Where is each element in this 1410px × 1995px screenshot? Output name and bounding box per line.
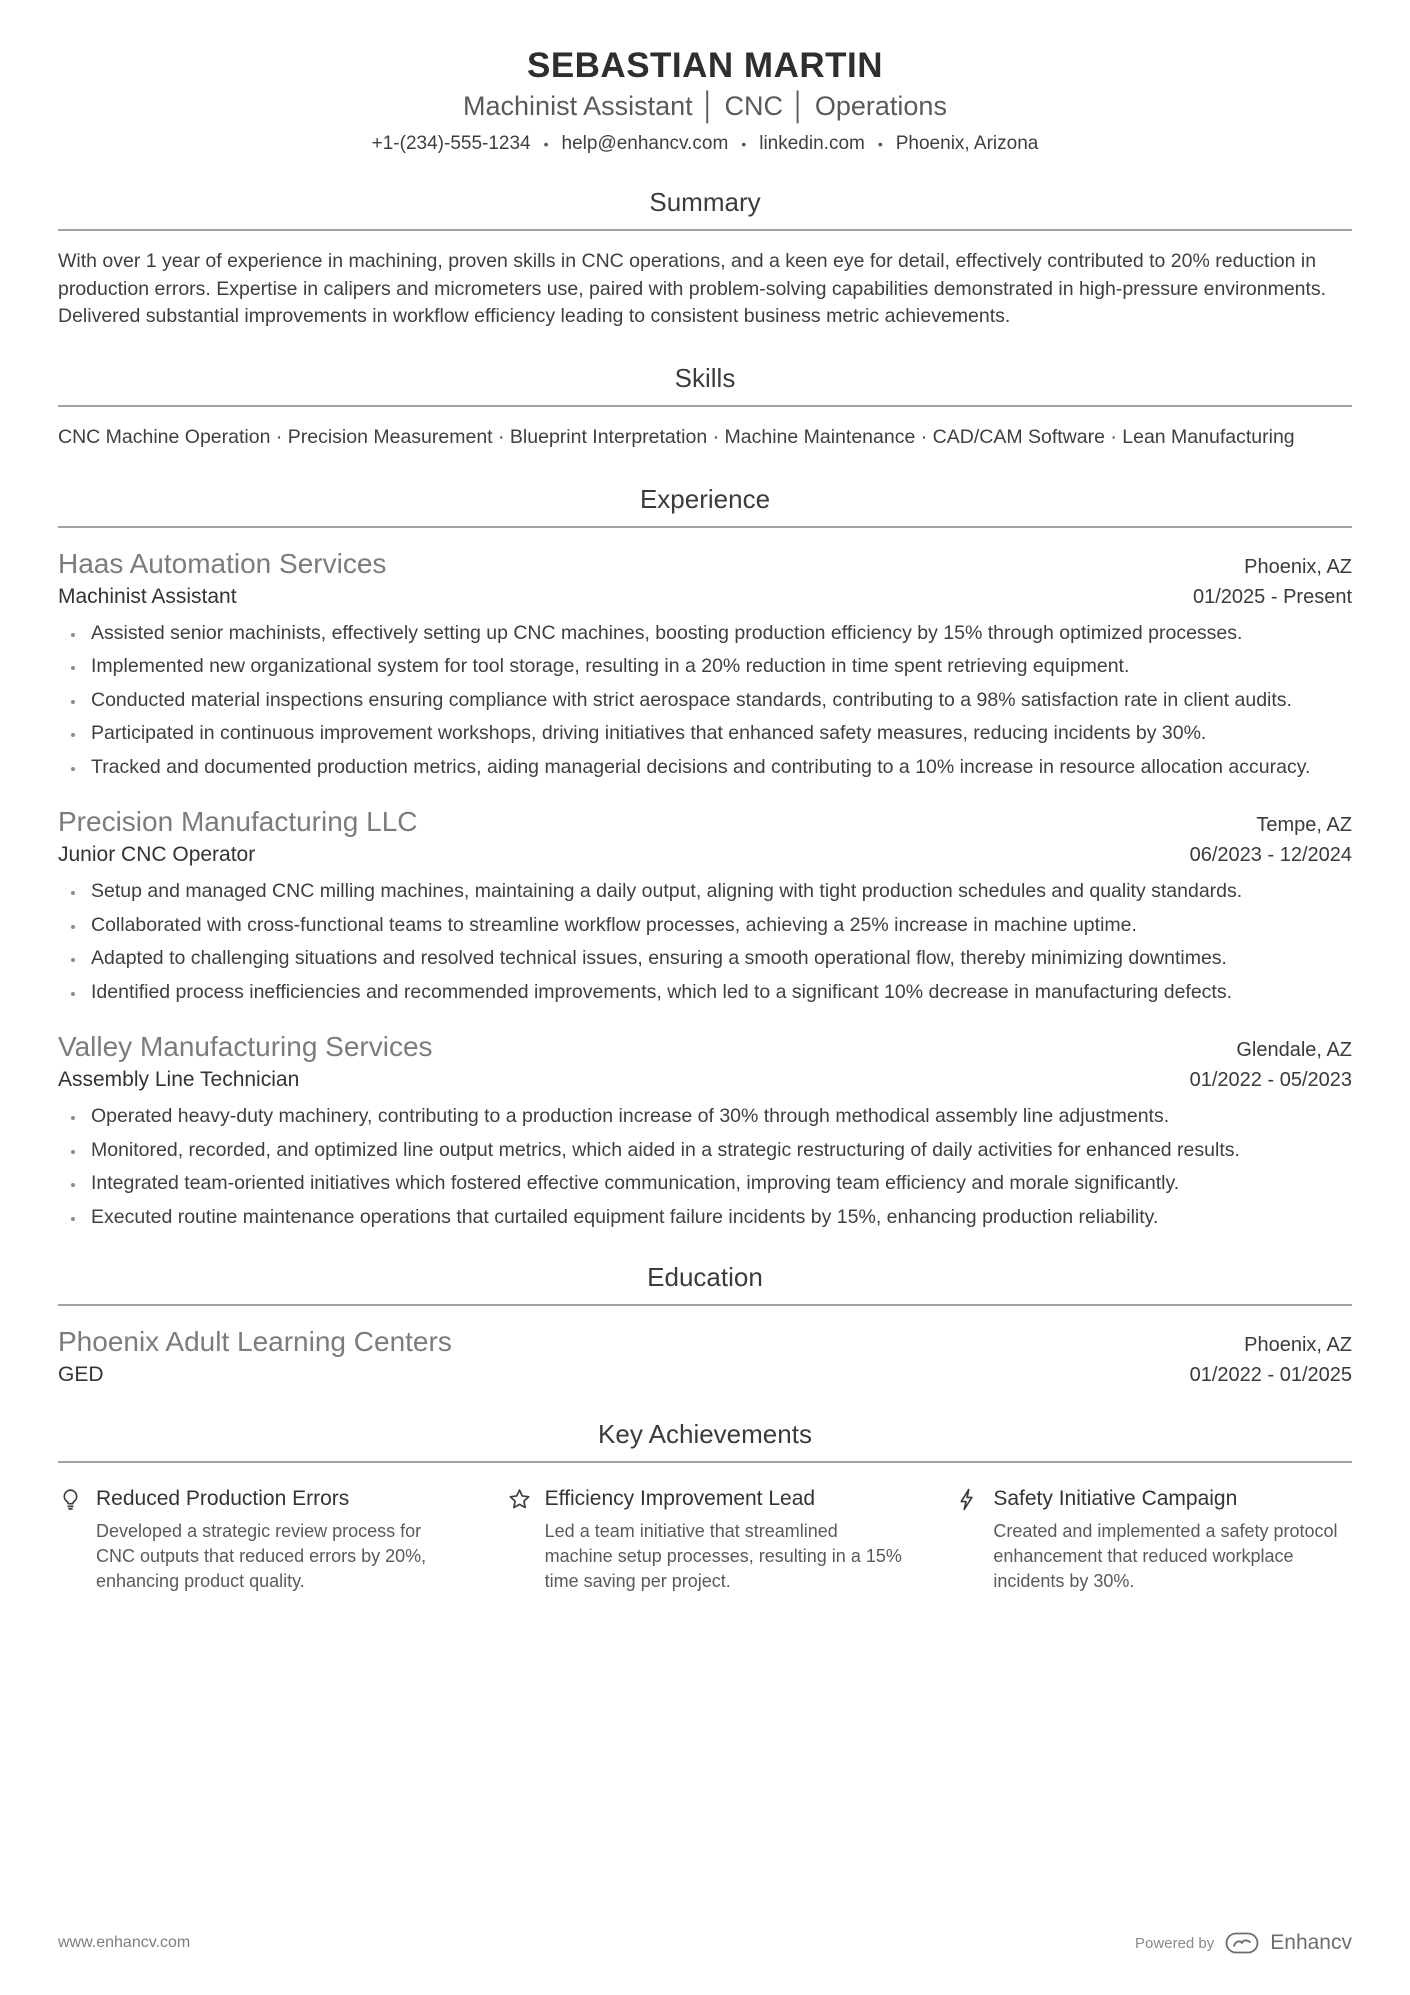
entry-subheader-row bbox=[58, 585, 1352, 609]
achievements-heading: Key Achievements bbox=[58, 1419, 1352, 1463]
job-dates: 06/2023 - 12/2024 bbox=[1189, 844, 1352, 867]
achievement-item bbox=[58, 1485, 455, 1593]
job-bullet: • Adapted to challenging situations and resolved technical issues, ensuring a smooth operational flow, thereby minimizing downtimes. bbox=[86, 945, 1352, 972]
job-bullet: • Integrated team-oriented initiatives which fostered effective communication, improving team efficiency and morale significantly. bbox=[86, 1170, 1352, 1197]
entry-header-row bbox=[58, 1326, 1352, 1358]
company-location: Glendale, AZ bbox=[1236, 1039, 1352, 1062]
lightning-icon bbox=[955, 1487, 980, 1512]
contact-separator: • bbox=[877, 136, 883, 152]
experience-entry bbox=[58, 548, 1352, 781]
achievement-description: Led a team initiative that streamlined machine setup processes, resulting in a 15% time saving per project. bbox=[544, 1521, 902, 1592]
section-achievements bbox=[58, 1419, 1352, 1593]
entry-header-row bbox=[58, 548, 1352, 580]
job-bullet: • Identified process inefficiencies and recommended improvements, which led to a significant 10% decrease in manufacturing defects. bbox=[86, 979, 1352, 1006]
experience-entry bbox=[58, 1031, 1352, 1230]
company-name: Valley Manufacturing Services bbox=[58, 1031, 433, 1063]
contact-phone: +1-(234)-555-1234 bbox=[371, 133, 531, 154]
experience-entry bbox=[58, 806, 1352, 1005]
section-education bbox=[58, 1262, 1352, 1387]
enhancv-brand-name: Enhancv bbox=[1270, 1931, 1352, 1954]
entry-header-row bbox=[58, 806, 1352, 838]
job-bullet: • Monitored, recorded, and optimized line output metrics, which aided in a strategic restructuring of daily activities for enhanced results. bbox=[86, 1137, 1352, 1164]
achievement-title: Reduced Production Errors bbox=[96, 1487, 350, 1511]
skills-heading: Skills bbox=[58, 363, 1352, 407]
job-role: Machinist Assistant bbox=[58, 584, 237, 608]
section-skills bbox=[58, 363, 1352, 452]
achievement-description: Developed a strategic review process for CNC outputs that reduced errors by 20%, enhancing product quality. bbox=[96, 1521, 427, 1592]
contact-email: help@enhancv.com bbox=[561, 133, 729, 154]
job-bullet: • Assisted senior machinists, effectively setting up CNC machines, boosting production efficiency by 15% through optimized processes. bbox=[86, 620, 1352, 647]
job-bullet: • Setup and managed CNC milling machines, maintaining a daily output, aligning with tight production schedules and quality standards. bbox=[86, 878, 1352, 905]
job-bullet: • Collaborated with cross-functional teams to streamline workflow processes, achieving a 25% increase in machine uptime. bbox=[86, 912, 1352, 939]
star-icon bbox=[507, 1487, 532, 1512]
job-bullet: • Executed routine maintenance operations that curtailed equipment failure incidents by 15%, enhancing production reliability. bbox=[86, 1204, 1352, 1231]
contact-row bbox=[58, 133, 1352, 155]
job-dates: 01/2022 - 05/2023 bbox=[1189, 1069, 1352, 1092]
education-entry bbox=[58, 1326, 1352, 1387]
school-name: Phoenix Adult Learning Centers bbox=[58, 1326, 452, 1358]
entry-subheader-row bbox=[58, 1068, 1352, 1092]
achievement-description: Created and implemented a safety protocol enhancement that reduced workplace incidents by 30%. bbox=[993, 1521, 1338, 1592]
resume-header bbox=[58, 46, 1352, 155]
contact-separator: • bbox=[741, 136, 747, 152]
job-role: Junior CNC Operator bbox=[58, 843, 256, 867]
footer-branding bbox=[1135, 1931, 1352, 1955]
job-bullet: • Conducted material inspections ensuring compliance with strict aerospace standards, contributing to a 98% satisfaction rate in client audits. bbox=[86, 687, 1352, 714]
job-bullet: • Operated heavy-duty machinery, contributing to a production increase of 30% through methodical assembly line adjustments. bbox=[86, 1103, 1352, 1130]
powered-by-label: Powered by bbox=[1135, 1934, 1215, 1952]
lightbulb-icon bbox=[58, 1487, 83, 1512]
job-bullet: • Tracked and documented production metrics, aiding managerial decisions and contributing to a 10% increase in resource allocation accuracy. bbox=[86, 754, 1352, 781]
achievements-grid bbox=[58, 1485, 1352, 1593]
achievement-item bbox=[955, 1485, 1352, 1593]
skills-list: CNC Machine Operation · Precision Measurement · Blueprint Interpretation · Machine Maintenance · CAD/CAM Software · Lean Manufacturing bbox=[58, 426, 1295, 449]
entry-subheader-row bbox=[58, 843, 1352, 867]
experience-heading: Experience bbox=[58, 484, 1352, 528]
enhancv-logo-icon bbox=[1225, 1932, 1259, 1954]
achievement-item bbox=[507, 1485, 904, 1593]
person-headline: Machinist Assistant │ CNC │ Operations bbox=[463, 91, 947, 121]
job-bullet-list bbox=[58, 878, 1352, 1005]
company-name: Precision Manufacturing LLC bbox=[58, 806, 418, 838]
company-name: Haas Automation Services bbox=[58, 547, 387, 579]
summary-heading: Summary bbox=[58, 187, 1352, 231]
summary-text: With over 1 year of experience in machining, proven skills in CNC operations, and a keen eye for detail, effectively contributed to 20% reduction in production errors. Expertise in calipers and micrometers use, paired with problem-solving capabilities demonstrated in high-pressure environments. Delivered substantial improvements in workflow efficiency leading to consistent business metric achievements. bbox=[58, 250, 1327, 328]
job-dates: 01/2025 - Present bbox=[1193, 585, 1352, 608]
section-experience bbox=[58, 484, 1352, 1231]
degree: GED bbox=[58, 1363, 104, 1387]
job-bullet-list bbox=[58, 620, 1352, 781]
footer-site-url: www.enhancv.com bbox=[58, 1934, 191, 1951]
page-footer bbox=[58, 1931, 1352, 1955]
education-dates: 01/2022 - 01/2025 bbox=[1189, 1364, 1352, 1387]
job-bullet: • Participated in continuous improvement workshops, driving initiatives that enhanced safety measures, reducing incidents by 30%. bbox=[86, 720, 1352, 747]
job-bullet-list bbox=[58, 1103, 1352, 1230]
entry-subheader-row bbox=[58, 1363, 1352, 1387]
company-location: Tempe, AZ bbox=[1256, 814, 1352, 837]
job-bullet: • Implemented new organizational system for tool storage, resulting in a 20% reduction in time spent retrieving equipment. bbox=[86, 653, 1352, 680]
section-summary bbox=[58, 187, 1352, 331]
achievement-title: Efficiency Improvement Lead bbox=[544, 1487, 816, 1511]
contact-location: Phoenix, Arizona bbox=[895, 133, 1039, 154]
job-role: Assembly Line Technician bbox=[58, 1068, 300, 1092]
school-location: Phoenix, AZ bbox=[1244, 1334, 1352, 1357]
achievement-title: Safety Initiative Campaign bbox=[993, 1487, 1238, 1511]
entry-header-row bbox=[58, 1031, 1352, 1063]
person-name: SEBASTIAN MARTIN bbox=[526, 46, 884, 85]
company-location: Phoenix, AZ bbox=[1244, 555, 1352, 578]
contact-separator: • bbox=[543, 136, 549, 152]
education-heading: Education bbox=[58, 1262, 1352, 1306]
contact-link: linkedin.com bbox=[759, 133, 865, 154]
